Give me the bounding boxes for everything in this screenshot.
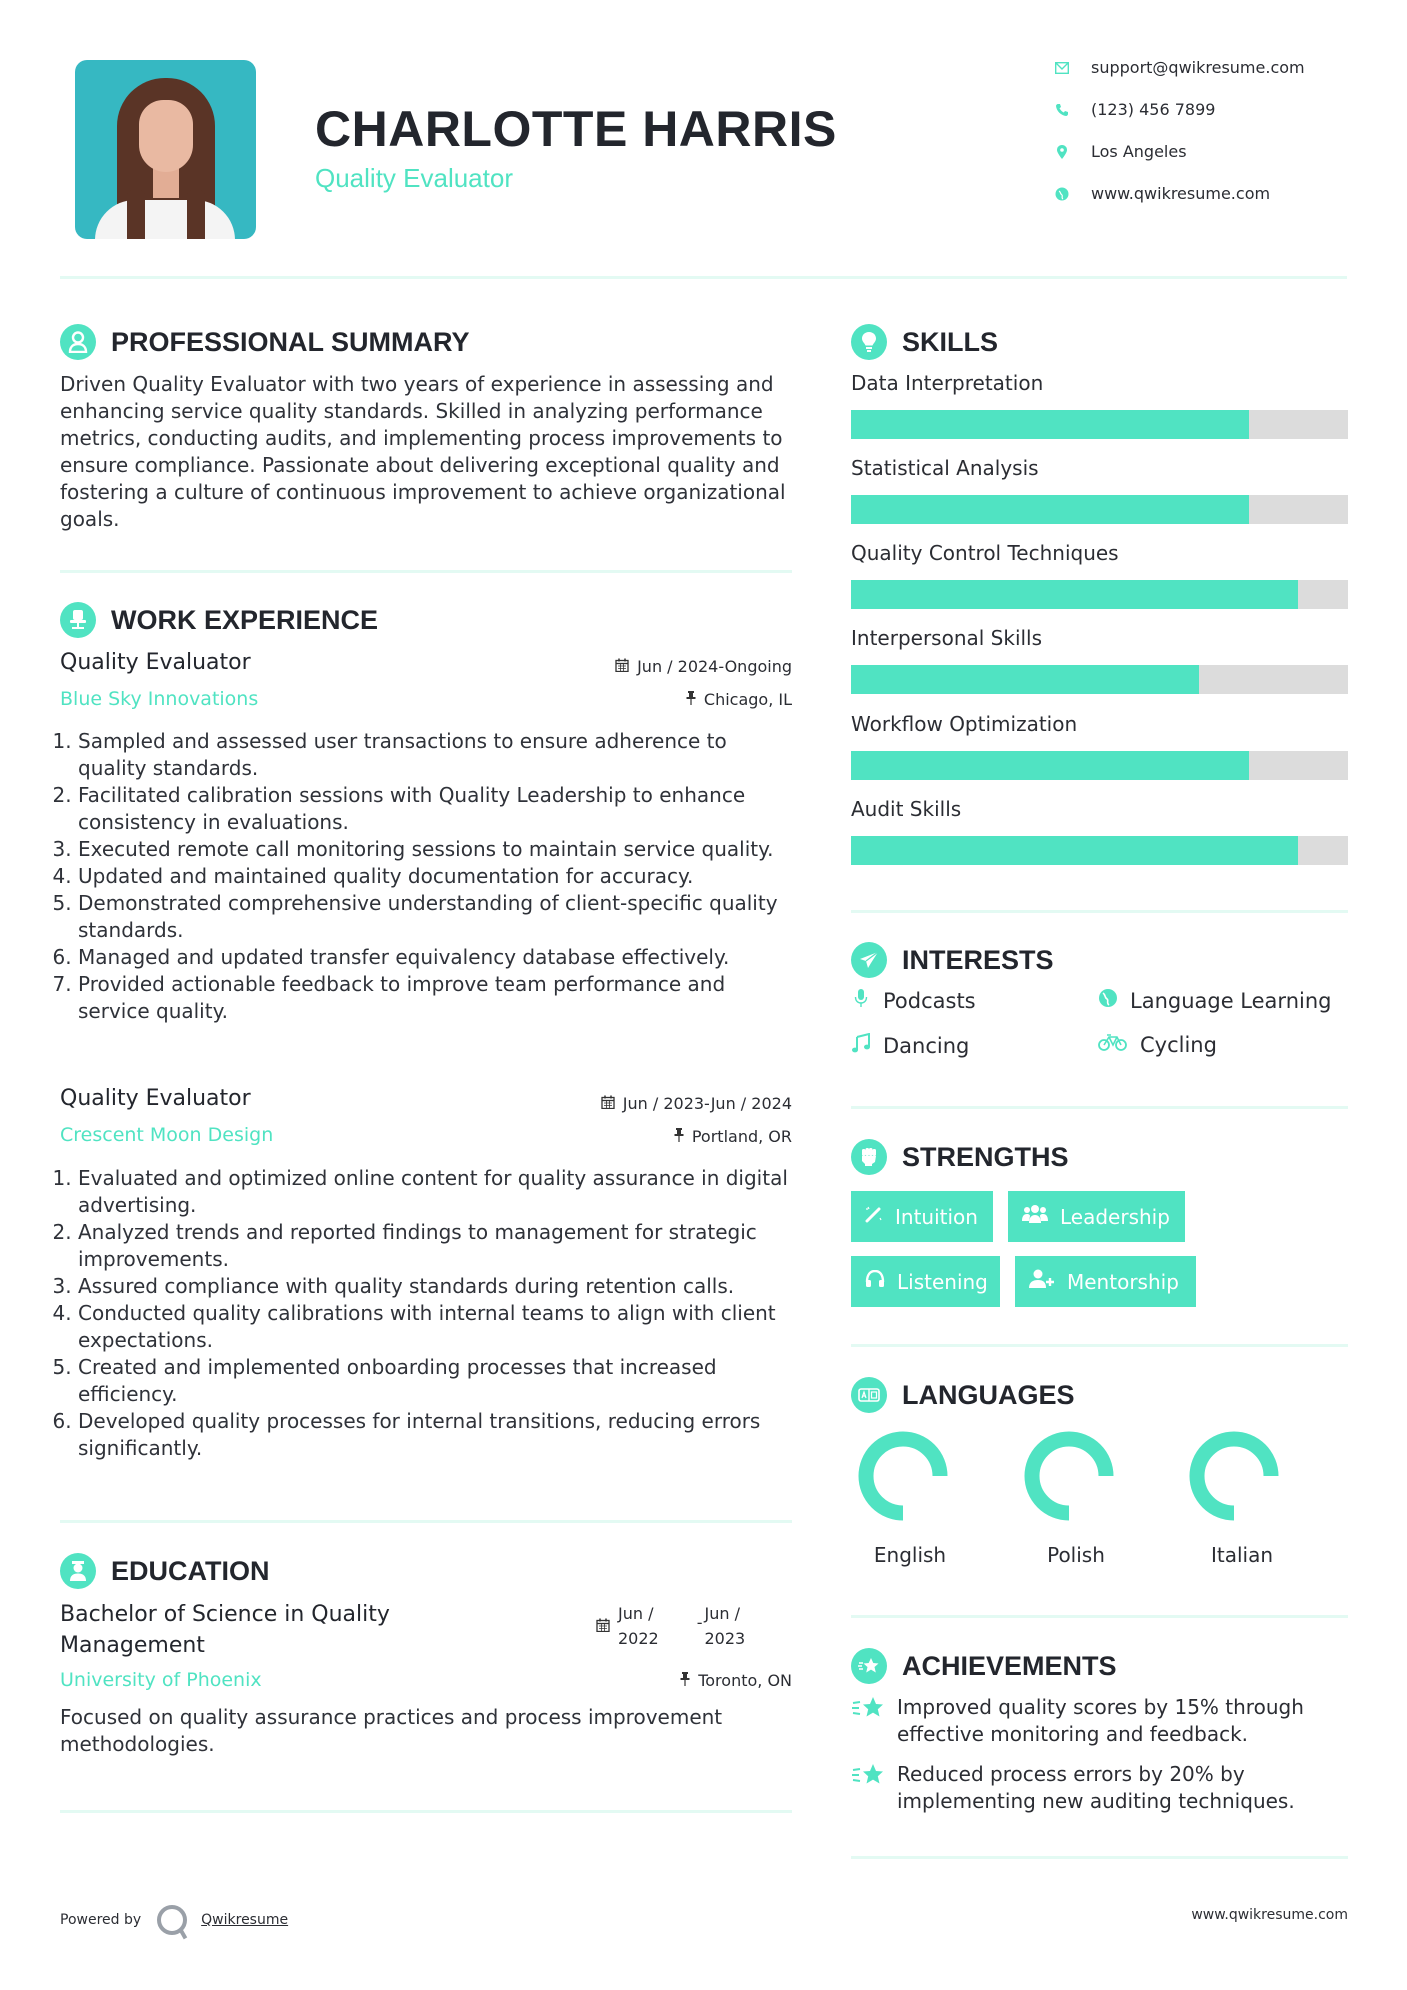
education-divider bbox=[60, 1810, 792, 1813]
globe-icon bbox=[1098, 988, 1118, 1013]
skill-item bbox=[851, 626, 1348, 694]
pushpin-icon bbox=[680, 1672, 690, 1690]
contact-phone-text: (123) 456 7899 bbox=[1091, 100, 1216, 119]
contact-location-text: Los Angeles bbox=[1091, 142, 1187, 161]
skill-label: Data Interpretation bbox=[851, 371, 1044, 395]
skill-label: Interpersonal Skills bbox=[851, 626, 1043, 650]
skill-bar bbox=[851, 836, 1348, 865]
achievements-title: ACHIEVEMENTS bbox=[902, 1650, 1117, 1681]
job-2-bullet: 2. Analyzed trends and reported findings to management for strategic improvements. bbox=[78, 1219, 800, 1273]
globe-icon bbox=[1055, 187, 1069, 201]
footer-website[interactable]: www.qwikresume.com bbox=[1191, 1907, 1348, 1923]
skills-title: SKILLS bbox=[902, 326, 999, 357]
contact-website-text: www.qwikresume.com bbox=[1091, 184, 1271, 203]
skill-bar bbox=[851, 410, 1348, 439]
translate-icon bbox=[851, 1377, 887, 1413]
degree-title: Bachelor of Science in Quality Management bbox=[60, 1602, 390, 1658]
interest-language-learning bbox=[1098, 988, 1331, 1013]
job-1-title: Quality Evaluator bbox=[60, 650, 251, 675]
job-2-dates bbox=[480, 1094, 792, 1113]
school-name: University of Phoenix bbox=[60, 1669, 262, 1691]
language-label: Polish bbox=[1047, 1543, 1105, 1567]
job-2-location-text: Portland, OR bbox=[691, 1127, 792, 1146]
skill-label: Audit Skills bbox=[851, 797, 962, 821]
summary-divider bbox=[60, 570, 792, 573]
experience-heading bbox=[60, 602, 378, 638]
skill-bar-fill bbox=[851, 580, 1298, 609]
skill-item bbox=[851, 456, 1348, 524]
job-2-company: Crescent Moon Design bbox=[60, 1124, 274, 1146]
languages-divider bbox=[851, 1615, 1348, 1618]
skill-label: Statistical Analysis bbox=[851, 456, 1039, 480]
candidate-name: CHARLOTTE HARRIS bbox=[315, 101, 837, 157]
calendar-icon bbox=[601, 1095, 615, 1113]
skill-bar bbox=[851, 665, 1348, 694]
interests-divider bbox=[851, 1106, 1348, 1109]
interests-title: INTERESTS bbox=[902, 944, 1054, 975]
language-label: Italian bbox=[1210, 1543, 1274, 1567]
job-1-location bbox=[480, 690, 792, 709]
language-english bbox=[858, 1431, 948, 1525]
pushpin-icon bbox=[674, 1128, 684, 1146]
header-divider bbox=[60, 276, 1347, 279]
star-icon bbox=[851, 1761, 885, 1815]
contact-website[interactable] bbox=[1055, 184, 1270, 203]
education-date-separator: - bbox=[696, 1612, 703, 1632]
qwikresume-logo-icon bbox=[157, 1905, 187, 1935]
education-start-year: 2022 bbox=[618, 1629, 659, 1648]
experience-title: WORK EXPERIENCE bbox=[111, 604, 379, 635]
lightbulb-icon bbox=[851, 324, 887, 360]
interest-dancing bbox=[851, 1033, 969, 1058]
education-start-date bbox=[618, 1601, 659, 1651]
proficiency-ring bbox=[1024, 1431, 1114, 1521]
job-1-bullet: 2. Facilitated calibration sessions with Quality Leadership to enhance consistency in evaluations. bbox=[78, 782, 795, 836]
job-2-bullet: 5. Created and implemented onboarding processes that increased efficiency. bbox=[78, 1354, 800, 1408]
job-2-bullet: 1. Evaluated and optimized online content for quality assurance in digital advertising. bbox=[78, 1165, 800, 1219]
proficiency-ring bbox=[858, 1431, 948, 1521]
education-end-date bbox=[705, 1601, 746, 1651]
skill-label: Workflow Optimization bbox=[851, 712, 1078, 736]
strength-chip-leadership bbox=[1008, 1191, 1185, 1242]
education-end-year: 2023 bbox=[704, 1629, 746, 1648]
footer-powered-by bbox=[60, 1905, 288, 1935]
strength-chip-mentorship bbox=[1015, 1256, 1196, 1307]
qwikresume-link[interactable]: Qwikresume bbox=[201, 1912, 289, 1928]
skills-divider bbox=[851, 910, 1348, 913]
headphones-icon bbox=[865, 1270, 885, 1293]
photo-hair-right bbox=[187, 190, 205, 239]
photo-face bbox=[139, 100, 193, 172]
job-1-bullets bbox=[60, 728, 795, 1025]
strengths-title: STRENGTHS bbox=[902, 1141, 1069, 1172]
profile-photo bbox=[75, 60, 256, 239]
summary-title: PROFESSIONAL SUMMARY bbox=[111, 326, 470, 357]
achievement-item bbox=[851, 1694, 1331, 1748]
job-2-bullet: 6. Developed quality processes for internal transitions, reducing errors significantly. bbox=[78, 1408, 800, 1462]
education-location bbox=[480, 1671, 792, 1690]
user-icon bbox=[60, 324, 96, 360]
interest-label: Language Learning bbox=[1130, 988, 1332, 1013]
education-dates bbox=[596, 1601, 745, 1651]
skill-bar-fill bbox=[851, 410, 1249, 439]
interest-podcasts bbox=[851, 988, 976, 1013]
education-description: Focused on quality assurance practices and process improvement methodologies. bbox=[60, 1705, 723, 1756]
achievement-item bbox=[851, 1761, 1331, 1815]
skill-bar-fill bbox=[851, 665, 1199, 694]
skill-label: Quality Control Techniques bbox=[851, 541, 1119, 565]
strength-label: Mentorship bbox=[1067, 1269, 1179, 1294]
contact-phone[interactable] bbox=[1055, 100, 1215, 119]
job-1-bullet: 3. Executed remote call monitoring sessions to maintain service quality. bbox=[78, 836, 795, 863]
skill-item bbox=[851, 712, 1348, 780]
experience-divider bbox=[60, 1520, 792, 1523]
paper-plane-icon bbox=[851, 942, 887, 978]
photo-hair-left bbox=[127, 190, 145, 239]
job-2-dates-text: Jun / 2023-Jun / 2024 bbox=[622, 1094, 792, 1113]
job-1-location-text: Chicago, IL bbox=[703, 690, 792, 709]
interest-label: Cycling bbox=[1140, 1033, 1217, 1057]
education-end-month: Jun / bbox=[704, 1604, 740, 1623]
skill-item bbox=[851, 797, 1348, 865]
envelope-icon bbox=[1055, 61, 1069, 75]
pushpin-icon bbox=[686, 691, 696, 709]
fist-icon bbox=[851, 1139, 887, 1175]
job-1-bullet: 7. Provided actionable feedback to improve team performance and service quality. bbox=[78, 971, 795, 1025]
skill-bar bbox=[851, 495, 1348, 524]
users-icon bbox=[1022, 1204, 1048, 1229]
job-1-bullet: 1. Sampled and assessed user transactions to ensure adherence to quality standards. bbox=[78, 728, 795, 782]
skills-heading bbox=[851, 324, 998, 360]
photo-shirt bbox=[95, 200, 235, 239]
languages-heading bbox=[851, 1377, 1075, 1413]
microphone-icon bbox=[851, 988, 871, 1013]
education-title: EDUCATION bbox=[111, 1555, 270, 1586]
interest-label: Podcasts bbox=[883, 988, 976, 1013]
phone-icon bbox=[1055, 103, 1069, 117]
user-plus-icon bbox=[1029, 1269, 1055, 1294]
calendar-icon bbox=[596, 1617, 610, 1636]
interest-label: Dancing bbox=[883, 1033, 970, 1058]
skill-bar-fill bbox=[851, 751, 1249, 780]
contact-email[interactable] bbox=[1055, 58, 1305, 77]
strength-label: Listening bbox=[897, 1269, 988, 1294]
language-label: English bbox=[873, 1543, 947, 1567]
contact-location bbox=[1055, 142, 1187, 161]
office-chair-icon bbox=[60, 602, 96, 638]
skill-bar-fill bbox=[851, 836, 1298, 865]
skill-item bbox=[851, 541, 1348, 609]
education-start-month: Jun / bbox=[618, 1604, 654, 1623]
job-1-bullet: 5. Demonstrated comprehensive understanding of client-specific quality standards. bbox=[78, 890, 795, 944]
achievement-text: Improved quality scores by 15% through effective monitoring and feedback. bbox=[897, 1695, 1304, 1746]
language-italian bbox=[1189, 1431, 1279, 1525]
magic-wand-icon bbox=[865, 1205, 883, 1228]
music-note-icon bbox=[851, 1033, 871, 1058]
summary-heading bbox=[60, 324, 470, 360]
strengths-divider bbox=[851, 1344, 1348, 1347]
education-heading bbox=[60, 1553, 270, 1589]
graduate-icon bbox=[60, 1553, 96, 1589]
job-1-dates bbox=[480, 657, 792, 676]
job-2-location bbox=[480, 1127, 792, 1146]
achievements-heading bbox=[851, 1648, 1117, 1684]
strengths-heading bbox=[851, 1139, 1069, 1175]
education-location-text: Toronto, ON bbox=[698, 1671, 792, 1690]
map-pin-icon bbox=[1055, 145, 1069, 159]
strength-chip-listening bbox=[851, 1256, 1000, 1307]
powered-by-label: Powered by bbox=[60, 1912, 142, 1928]
achievements-divider bbox=[851, 1856, 1348, 1859]
strength-chip-intuition bbox=[851, 1191, 993, 1242]
job-2-title: Quality Evaluator bbox=[60, 1086, 251, 1111]
bicycle-icon bbox=[1098, 1033, 1128, 1057]
languages-title: LANGUAGES bbox=[902, 1379, 1075, 1410]
language-polish bbox=[1024, 1431, 1114, 1525]
skill-bar bbox=[851, 751, 1348, 780]
skill-item bbox=[851, 371, 1348, 439]
job-1-bullet: 6. Managed and updated transfer equivalency database effectively. bbox=[78, 944, 795, 971]
summary-text: Driven Quality Evaluator with two years of experience in assessing and enhancing service quality standards. Skilled in analyzing performance metrics, conducting audits, and implementing process improvements to ensure compliance. Passionate about delivering exceptional quality and fostering a culture of continuous improvement to achieve organizational goals. bbox=[60, 372, 786, 531]
skill-bar bbox=[851, 580, 1348, 609]
skill-bar-fill bbox=[851, 495, 1249, 524]
strength-label: Leadership bbox=[1060, 1204, 1170, 1229]
job-1-bullet: 4. Updated and maintained quality documentation for accuracy. bbox=[78, 863, 795, 890]
achievement-text: Reduced process errors by 20% by implementing new auditing techniques. bbox=[897, 1762, 1295, 1813]
job-2-bullet: 3. Assured compliance with quality standards during retention calls. bbox=[78, 1273, 800, 1300]
star-badge-icon bbox=[851, 1648, 887, 1684]
calendar-icon bbox=[615, 658, 629, 676]
contact-email-text: support@qwikresume.com bbox=[1091, 58, 1305, 77]
interest-cycling bbox=[1098, 1033, 1217, 1057]
star-icon bbox=[851, 1694, 885, 1748]
candidate-title: Quality Evaluator bbox=[315, 163, 513, 193]
proficiency-ring bbox=[1189, 1431, 1279, 1521]
interests-heading bbox=[851, 942, 1054, 978]
job-2-bullets bbox=[60, 1165, 800, 1462]
strength-label: Intuition bbox=[895, 1204, 978, 1229]
job-2-bullet: 4. Conducted quality calibrations with internal teams to align with client expectations. bbox=[78, 1300, 800, 1354]
job-1-company: Blue Sky Innovations bbox=[60, 688, 259, 710]
job-1-dates-text: Jun / 2024-Ongoing bbox=[637, 657, 792, 676]
